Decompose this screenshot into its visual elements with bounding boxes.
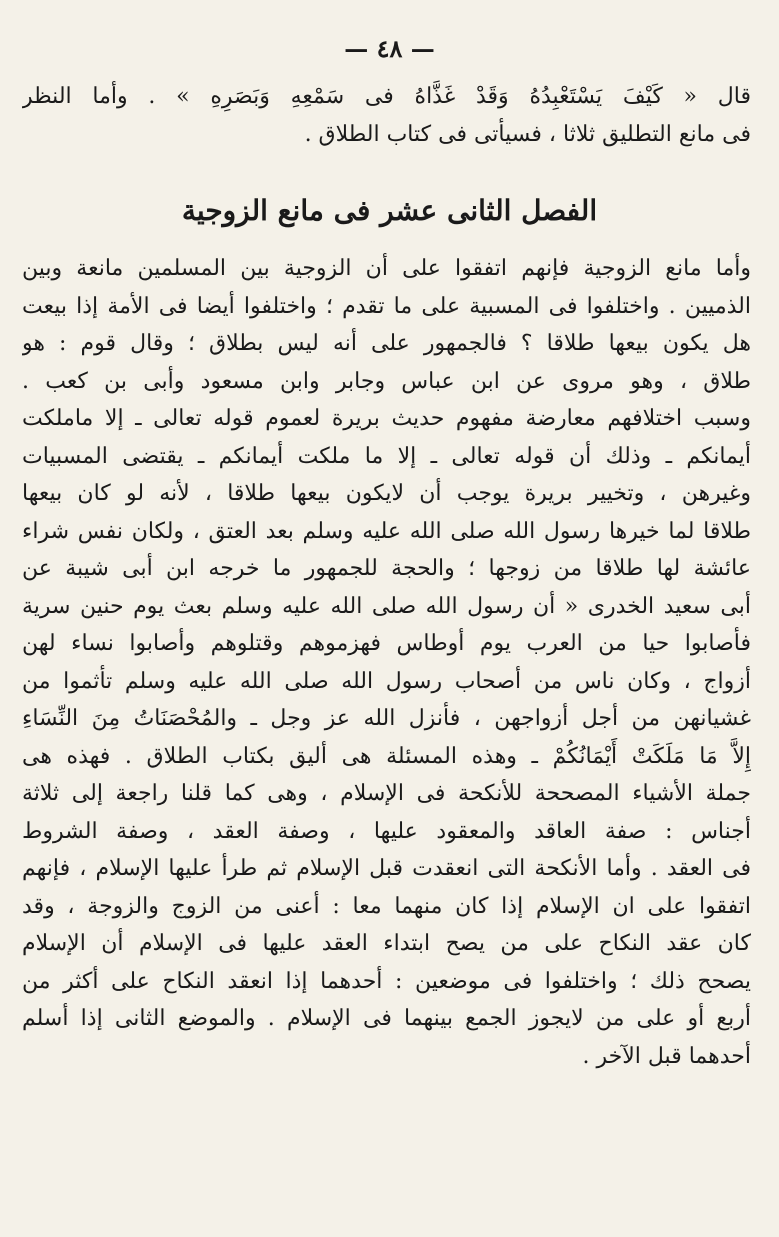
page-number: — ٤٨ — — [344, 34, 435, 63]
body-line: أجناس : صفة العاقد والمعقود عليها ، وصفة العقد ، وصفة الشروط — [22, 818, 751, 844]
body-line: أبى سعيد الخدرى « أن رسول الله صلى الله عليه وسلم بعث يوم حنين سرية — [22, 593, 751, 619]
body-line: اتفقوا على ان الإسلام إذا كان منهما معا : أعنى من الزوج والزوجة ، وقد — [22, 893, 751, 919]
body-paragraph — [22, 250, 751, 1075]
intro-line: قال « كَيْفَ يَسْتَعْبِدُهُ وَقَدْ غَذَّاهُ فى سَمْعِهِ وَبَصَرِهِ » . وأما النظر — [22, 84, 751, 109]
body-line: أربع أو على من لايجوز الجمع بينهما فى الإسلام . والموضع الثانى إذا أسلم — [22, 1006, 751, 1031]
body-line: وأما مانع الزوجية فإنهم اتفقوا على أن الزوجية بين المسلمين مانعة وبين — [22, 256, 751, 281]
body-line: طلاقا لما خيرها رسول الله صلى الله عليه وسلم بعد العتق ، ولكان نفس شراء — [22, 518, 751, 544]
body-line: فأصابوا حيا من العرب يوم أوطاس فهزموهم وقتلوهم وأصابوا نساء لهن — [22, 631, 751, 656]
body-line: أيمانكم ـ وذلك أن قوله تعالى ـ إلا ما ملكت أيمانكم ـ يقتضى المسبيات — [22, 443, 751, 469]
body-line: جملة الأشياء المصححة للأنكحة فى الإسلام ، وهى كما قلنا راجعة إلى ثلاثة — [22, 781, 751, 806]
body-line: طلاق ، وهو مروى عن ابن عباس وجابر وابن مسعود وأبى بن كعب . — [22, 368, 751, 394]
body-line: أحدهما قبل الآخر . — [582, 1043, 751, 1069]
body-line: وغيرهن ، وتخيير بريرة يوجب أن لايكون بيعها طلاقا ، لأنه لو كان بيعها — [22, 481, 751, 506]
body-line: وسبب اختلافهم معارضة مفهوم حديث بريرة لعموم قوله تعالى ـ إلا ماملكت — [22, 406, 751, 431]
body-line: كان عقد النكاح على من يصح ابتداء العقد عليها فى الإسلام أن الإسلام — [22, 931, 751, 956]
body-line: غشيانهن من أجل أزواجهن ، فأنزل الله عز وجل ـ والمُحْصَنَاتُ مِنَ النِّسَاءِ — [22, 706, 751, 731]
body-line: هل يكون بيعها طلاقا ؟ فالجمهور على أنه ليس بطلاق ؛ وقال قوم : هو — [22, 331, 751, 356]
body-line: فى العقد . وأما الأنكحة التى انعقدت قبل الإسلام ثم طرأ عليها الإسلام ، فإنهم — [22, 856, 751, 881]
intro-paragraph — [22, 78, 751, 153]
body-line: الذميين . واختلفوا فى المسبية على ما تقدم ؛ واختلفوا أيضا فى الأمة إذا بيعت — [22, 293, 751, 319]
chapter-heading: الفصل الثانى عشر فى مانع الزوجية — [181, 194, 598, 227]
body-line: إِلاَّ مَا مَلَكَتْ أَيْمَانُكُمْ ـ وهذه المسئلة هى أليق بكتاب الطلاق . فهذه هى — [22, 743, 751, 769]
body-line: أزواج ، وكان ناس من أصحاب رسول الله صلى الله عليه وسلم تأثموا من — [22, 668, 751, 694]
body-line: عائشة لها طلاقا من زوجها ؛ والحجة للجمهور ما خرجه ابن أبى شيبة عن — [22, 556, 751, 581]
intro-line: فى مانع التطليق ثلاثا ، فسيأتى فى كتاب الطلاق . — [304, 121, 751, 147]
body-line: يصحح ذلك ؛ واختلفوا فى موضعين : أحدهما إذا انعقد النكاح على أكثر من — [22, 968, 751, 994]
